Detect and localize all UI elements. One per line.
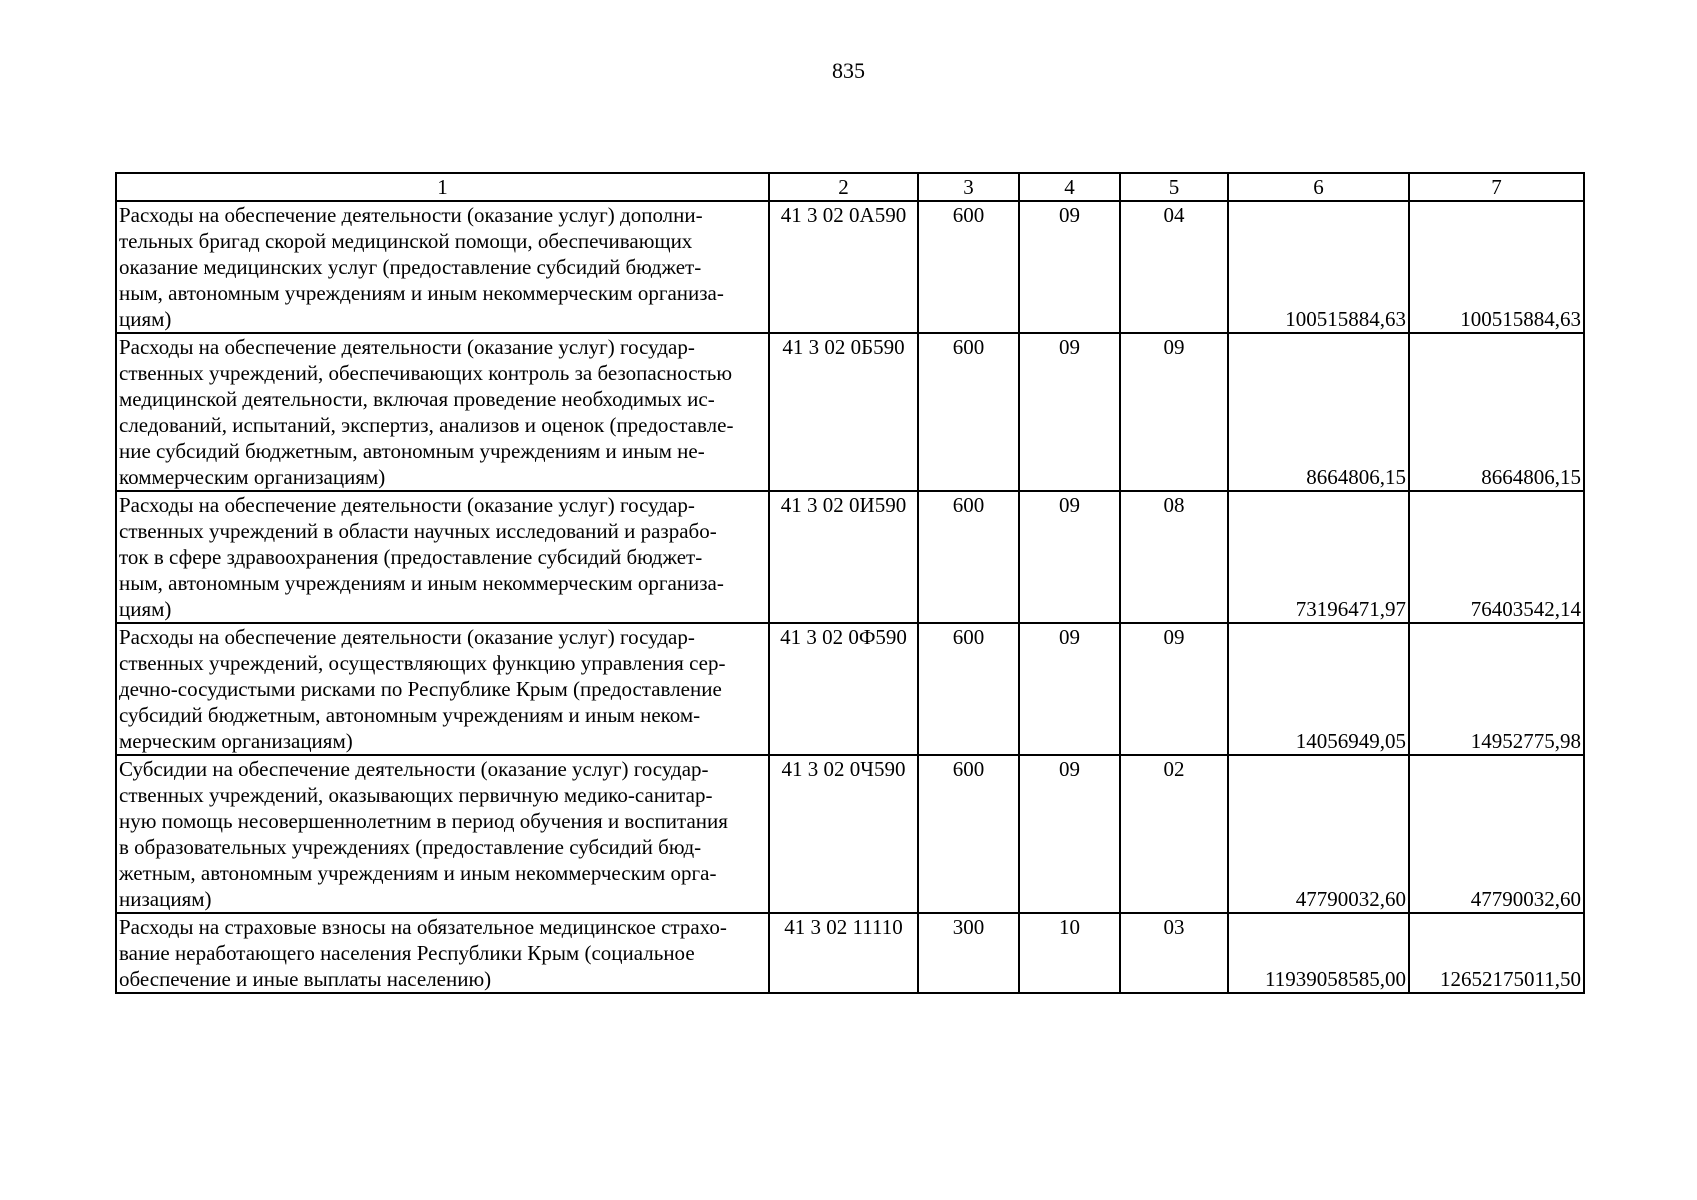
header-col-2: 2 xyxy=(769,173,918,201)
amount-col-6: 11939058585,00 xyxy=(1228,913,1409,993)
section-code: 10 xyxy=(1019,913,1120,993)
description-line: ние субсидий бюджетным, автономным учреждениям и иным не- xyxy=(119,439,705,463)
amount-col-6: 100515884,63 xyxy=(1228,201,1409,333)
row-description xyxy=(116,755,769,913)
table-row xyxy=(116,755,1584,913)
description-line: ственных учреждений, обеспечивающих контроль за безопасностью xyxy=(119,361,733,385)
expense-type: 600 xyxy=(918,623,1019,755)
description-line: Расходы на страховые взносы на обязательное медицинское страхо- xyxy=(119,915,727,939)
description-line: ную помощь несовершеннолетним в период обучения и воспитания xyxy=(119,809,728,833)
header-col-1: 1 xyxy=(116,173,769,201)
section-code: 09 xyxy=(1019,623,1120,755)
description-line: Субсидии на обеспечение деятельности (оказание услуг) государ- xyxy=(119,757,709,781)
amount-col-7: 76403542,14 xyxy=(1409,491,1584,623)
section-code: 09 xyxy=(1019,333,1120,491)
header-row xyxy=(116,173,1584,201)
subsection-code: 09 xyxy=(1120,623,1228,755)
table-row xyxy=(116,623,1584,755)
section-code: 09 xyxy=(1019,491,1120,623)
amount-col-7: 12652175011,50 xyxy=(1409,913,1584,993)
description-line: низациям) xyxy=(119,887,212,911)
expense-type: 600 xyxy=(918,491,1019,623)
subsection-code: 04 xyxy=(1120,201,1228,333)
row-description xyxy=(116,623,769,755)
description-line: циям) xyxy=(119,597,172,621)
description-line: в образовательных учреждениях (предоставление субсидий бюд- xyxy=(119,835,702,859)
budget-table xyxy=(115,172,1585,994)
table-row xyxy=(116,913,1584,993)
table-row xyxy=(116,201,1584,333)
subsection-code: 02 xyxy=(1120,755,1228,913)
description-line: следований, испытаний, экспертиз, анализов и оценок (предоставле- xyxy=(119,413,734,437)
description-line: ток в сфере здравоохранения (предоставление субсидий бюджет- xyxy=(119,545,703,569)
row-description xyxy=(116,201,769,333)
amount-col-7: 14952775,98 xyxy=(1409,623,1584,755)
subsection-code: 03 xyxy=(1120,913,1228,993)
row-description xyxy=(116,913,769,993)
description-line: мерческим организациям) xyxy=(119,729,353,753)
description-line: циям) xyxy=(119,307,172,331)
description-line: дечно-сосудистыми рисками по Республике Крым (предоставление xyxy=(119,677,722,701)
section-code: 09 xyxy=(1019,755,1120,913)
description-line: Расходы на обеспечение деятельности (оказание услуг) государ- xyxy=(119,335,695,359)
page-number: 835 xyxy=(832,58,865,83)
description-line: обеспечение и иные выплаты населению) xyxy=(119,967,492,991)
subsection-code: 08 xyxy=(1120,491,1228,623)
expense-type: 600 xyxy=(918,333,1019,491)
row-description xyxy=(116,491,769,623)
description-line: ным, автономным учреждениям и иным некоммерческим организа- xyxy=(119,571,724,595)
amount-col-7: 8664806,15 xyxy=(1409,333,1584,491)
target-code: 41 3 02 11110 xyxy=(769,913,918,993)
header-col-3: 3 xyxy=(918,173,1019,201)
row-description xyxy=(116,333,769,491)
header-col-4: 4 xyxy=(1019,173,1120,201)
description-line: тельных бригад скорой медицинской помощи, обеспечивающих xyxy=(119,229,693,253)
amount-col-7: 47790032,60 xyxy=(1409,755,1584,913)
description-line: Расходы на обеспечение деятельности (оказание услуг) государ- xyxy=(119,493,695,517)
target-code: 41 3 02 0Ч590 xyxy=(769,755,918,913)
amount-col-7: 100515884,63 xyxy=(1409,201,1584,333)
target-code: 41 3 02 0И590 xyxy=(769,491,918,623)
expense-type: 600 xyxy=(918,755,1019,913)
target-code: 41 3 02 0Ф590 xyxy=(769,623,918,755)
description-line: Расходы на обеспечение деятельности (оказание услуг) дополни- xyxy=(119,203,703,227)
description-line: оказание медицинских услуг (предоставление субсидий бюджет- xyxy=(119,255,702,279)
description-line: коммерческим организациям) xyxy=(119,465,386,489)
description-line: ным, автономным учреждениям и иным некоммерческим организа- xyxy=(119,281,724,305)
description-line: Расходы на обеспечение деятельности (оказание услуг) государ- xyxy=(119,625,695,649)
amount-col-6: 8664806,15 xyxy=(1228,333,1409,491)
table-row xyxy=(116,333,1584,491)
amount-col-6: 73196471,97 xyxy=(1228,491,1409,623)
expense-type: 600 xyxy=(918,201,1019,333)
amount-col-6: 14056949,05 xyxy=(1228,623,1409,755)
description-line: ственных учреждений в области научных исследований и разрабо- xyxy=(119,519,717,543)
description-line: субсидий бюджетным, автономным учреждениям и иным неком- xyxy=(119,703,701,727)
header-col-7: 7 xyxy=(1409,173,1584,201)
description-line: медицинской деятельности, включая проведение необходимых ис- xyxy=(119,387,715,411)
target-code: 41 3 02 0А590 xyxy=(769,201,918,333)
subsection-code: 09 xyxy=(1120,333,1228,491)
description-line: ственных учреждений, осуществляющих функцию управления сер- xyxy=(119,651,726,675)
amount-col-6: 47790032,60 xyxy=(1228,755,1409,913)
description-line: жетным, автономным учреждениям и иным некоммерческим орга- xyxy=(119,861,717,885)
description-line: вание неработающего населения Республики Крым (социальное xyxy=(119,941,695,965)
description-line: ственных учреждений, оказывающих первичную медико-санитар- xyxy=(119,783,713,807)
table-row xyxy=(116,491,1584,623)
target-code: 41 3 02 0Б590 xyxy=(769,333,918,491)
header-col-6: 6 xyxy=(1228,173,1409,201)
section-code: 09 xyxy=(1019,201,1120,333)
header-col-5: 5 xyxy=(1120,173,1228,201)
expense-type: 300 xyxy=(918,913,1019,993)
